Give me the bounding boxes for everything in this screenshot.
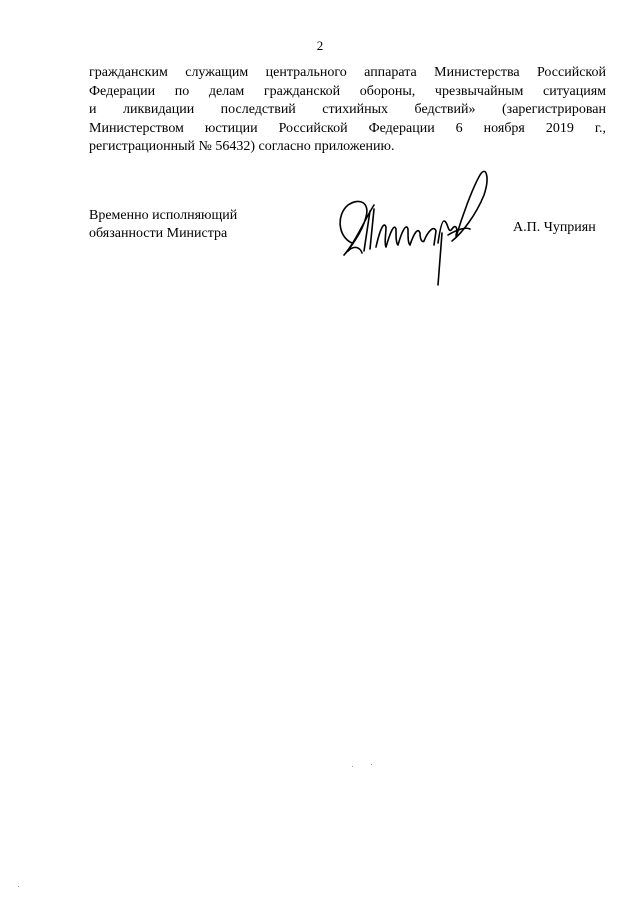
- scan-speck: [352, 766, 353, 767]
- page-number: 2: [316, 38, 324, 53]
- body-line: и ликвидации последствий стихийных бедствий» (зарегистрирован: [89, 102, 606, 117]
- signatory-position-line: Временно исполняющий: [89, 208, 238, 223]
- body-line: гражданским служащим центрального аппарата Министерства Российской: [89, 65, 606, 80]
- handwritten-signature: [330, 155, 490, 295]
- signatory-name: А.П. Чуприян: [513, 220, 596, 235]
- body-paragraph: [89, 64, 606, 157]
- scan-speck: [371, 764, 372, 765]
- signatory-position: [89, 207, 237, 243]
- body-line: Федерации по делам гражданской обороны, чрезвычайным ситуациям: [89, 83, 606, 99]
- body-line: Министерством юстиции Российской Федерации 6 ноября 2019 г.,: [89, 120, 606, 136]
- body-line: регистрационный № 56432) согласно приложению.: [89, 139, 395, 154]
- scan-speck: [18, 886, 19, 887]
- signatory-position-line: обязанности Министра: [89, 226, 228, 241]
